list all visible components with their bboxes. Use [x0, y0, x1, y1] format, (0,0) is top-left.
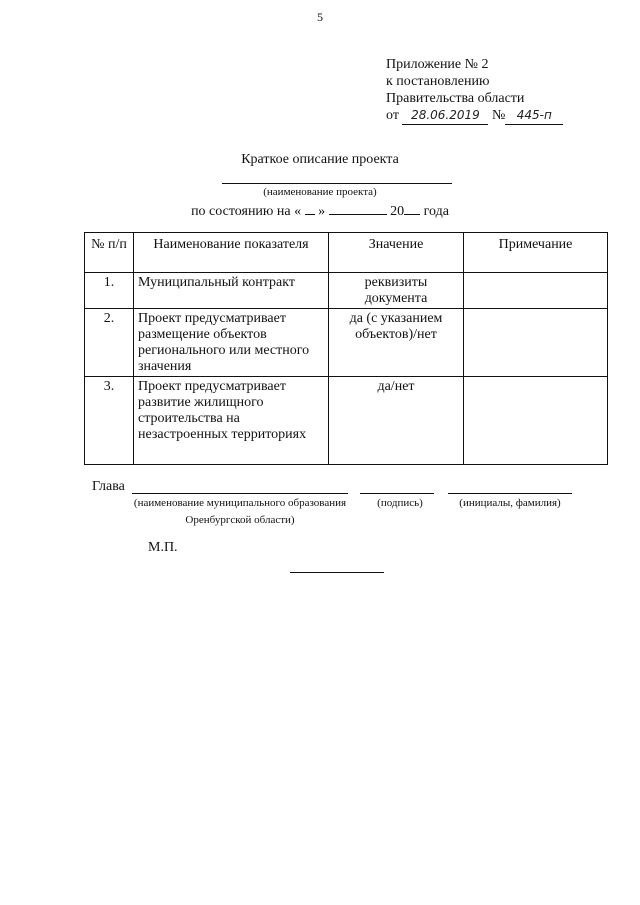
row-num: 1.: [85, 273, 134, 309]
header-indicator: Наименование показателя: [134, 233, 329, 273]
row-note: [464, 309, 608, 377]
table-row: [85, 377, 608, 465]
row-indicator: Муниципальный контракт: [134, 273, 329, 309]
stamp-placeholder: М.П.: [148, 540, 178, 555]
initials-caption: (инициалы, фамилия): [459, 497, 561, 509]
row-num: 3.: [85, 377, 134, 465]
row-note: [464, 377, 608, 465]
date-prefix: от: [386, 108, 399, 123]
year-prefix: 20: [390, 204, 405, 219]
appendix-line-3: Правительства области: [386, 91, 525, 106]
row-value: реквизиты документа: [329, 273, 464, 309]
as-of-date-line: [0, 202, 640, 220]
appendix-line-2: к постановлению: [386, 74, 490, 89]
month-blank: [329, 202, 387, 215]
signature-caption: (подпись): [377, 497, 423, 509]
table-row: [85, 309, 608, 377]
row-indicator: Проект предусматривает развитие жилищного строительства на незастроенных территориях: [134, 377, 329, 465]
project-name-caption: (наименование проекта): [263, 186, 377, 198]
row-value: да/нет: [329, 377, 464, 465]
closing-rule: [290, 572, 384, 573]
row-indicator: Проект предусматривает размещение объектов регионального или местного значения: [134, 309, 329, 377]
page-number: 5: [317, 10, 323, 24]
table-header-row: [85, 233, 608, 273]
table-row: [85, 273, 608, 309]
day-blank: [305, 202, 315, 215]
head-label: Глава: [92, 479, 125, 494]
number-prefix: №: [491, 108, 506, 123]
municipality-line: [132, 493, 348, 494]
handwritten-date: 28.06.2019: [402, 107, 488, 125]
project-name-line: [222, 183, 452, 184]
header-note: Примечание: [464, 233, 608, 273]
row-value: да (с указанием объектов)/нет: [329, 309, 464, 377]
appendix-date-line: [386, 107, 563, 125]
document-title: Краткое описание проекта: [241, 152, 399, 167]
initials-line: [448, 493, 572, 494]
quote-close: »: [318, 204, 326, 219]
appendix-block: [386, 56, 563, 125]
header-value: Значение: [329, 233, 464, 273]
row-note: [464, 273, 608, 309]
municipality-caption: (наименование муниципального образования Оренбургской области): [133, 497, 347, 526]
header-num: № п/п: [85, 233, 134, 273]
appendix-line-1: Приложение № 2: [386, 57, 489, 72]
as-of-prefix: по состоянию на «: [191, 204, 302, 219]
year-blank: [404, 202, 420, 215]
row-num: 2.: [85, 309, 134, 377]
signature-line: [360, 493, 434, 494]
indicators-table: [84, 232, 608, 465]
handwritten-number: 445-п: [505, 107, 563, 125]
as-of-suffix: года: [423, 204, 449, 219]
